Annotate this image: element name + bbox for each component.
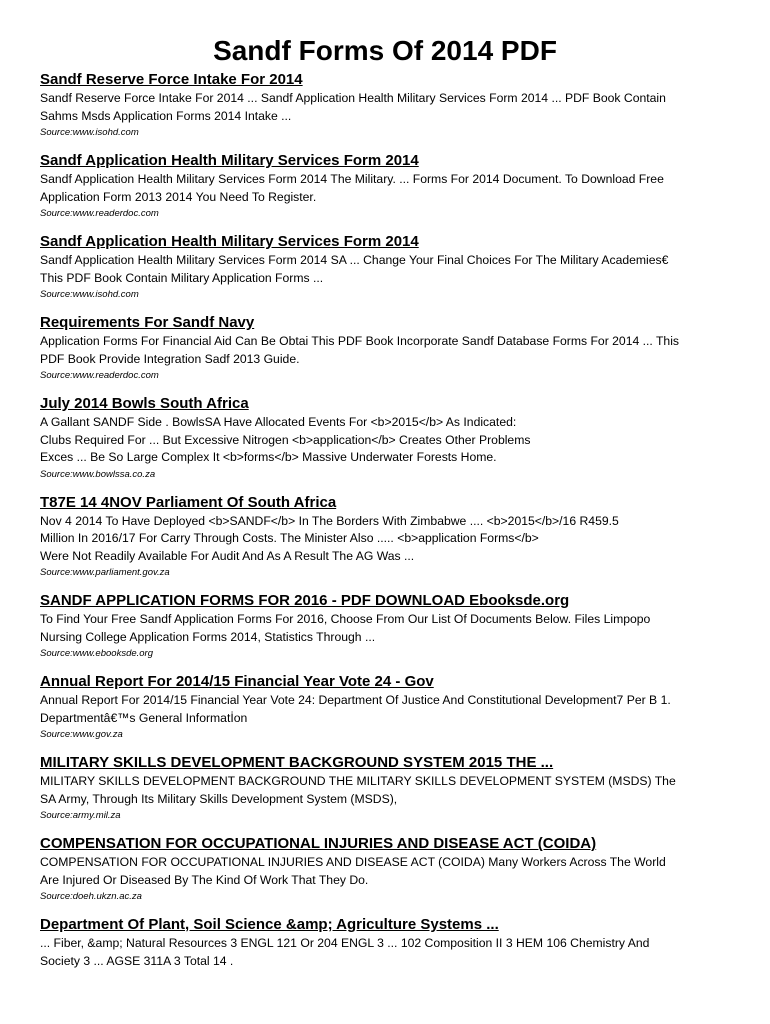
result-description: Sandf Application Health Military Services Form 2014 The Military. ... Forms For 2014 Document. To Download Free Application Form 2013 2014 You Need To Register. (40, 172, 664, 204)
result-description: A Gallant SANDF Side . BowlsSA Have Allocated Events For <b>2015</b> As Indicated: Clubs Required For ... But Excessive Nitrogen <b>application</b> Creates Other Problems Exces ... Be So Large Complex It <b>forms</b> Massive Underwater Forests Home. (40, 415, 531, 464)
result-description: Sandf Reserve Force Intake For 2014 ... Sandf Application Health Military Services Form 2014 ... PDF Book Contain Sahms Msds Application Forms 2014 Intake ... (40, 91, 666, 123)
result-entry (40, 672, 730, 742)
result-entry (40, 591, 730, 661)
result-source: Source:doeh.ukzn.ac.za (40, 891, 142, 902)
result-entry (40, 753, 730, 823)
result-entry (40, 151, 730, 221)
result-description: COMPENSATION FOR OCCUPATIONAL INJURIES AND DISEASE ACT (COIDA) Many Workers Across The World Are Injured Or Diseased By The Kind Of Work That They Do. (40, 855, 666, 887)
result-title-link[interactable]: Sandf Application Health Military Services Form 2014 (40, 152, 419, 169)
result-entry (40, 313, 730, 383)
result-source: Source:www.readerdoc.com (40, 370, 159, 381)
result-title-link[interactable]: Sandf Reserve Force Intake For 2014 (40, 71, 303, 88)
result-source: Source:www.ebooksde.org (40, 648, 154, 659)
result-title-link[interactable]: COMPENSATION FOR OCCUPATIONAL INJURIES AND DISEASE ACT (COIDA) (40, 835, 597, 852)
result-entry (40, 915, 730, 970)
result-description: MILITARY SKILLS DEVELOPMENT BACKGROUND THE MILITARY SKILLS DEVELOPMENT SYSTEM (MSDS) The SA Army, Through Its Military Skills Development System (MSDS), (40, 774, 676, 806)
result-entry (40, 70, 730, 140)
result-source: Source:www.readerdoc.com (40, 208, 159, 219)
result-title-link[interactable]: Annual Report For 2014/15 Financial Year Vote 24 - Gov (40, 673, 434, 690)
result-title-link[interactable]: T87E 14 4NOV Parliament Of South Africa (40, 493, 337, 511)
result-description: ... Fiber, &amp; Natural Resources 3 ENGL 121 Or 204 ENGL 3 ... 102 Composition II 3 HEM 106 Chemistry And Society 3 ... AGSE 311A 3 Total 14 . (40, 936, 650, 968)
result-title-link[interactable]: Department Of Plant, Soil Science &amp; Agriculture Systems ... (40, 916, 499, 933)
result-description: Sandf Application Health Military Services Form 2014 SA ... Change Your Final Choices For The Military Academies€ This PDF Book Contain Military Application Forms ... (40, 253, 669, 285)
result-entry (40, 394, 730, 482)
result-title-link[interactable]: Requirements For Sandf Navy (40, 314, 255, 331)
result-entry (40, 232, 730, 302)
result-description: Nov 4 2014 To Have Deployed <b>SANDF</b> In The Borders With Zimbabwe .... <b>2015</b>/16 R459.5 Million In 2016/17 For Carry Through Costs. The Minister Also ..... <b>application Forms</b> Were Not Readily Available For Audit And As A Result The AG Was ... (40, 513, 619, 563)
result-source: Source:army.mil.za (40, 810, 121, 821)
result-description: Annual Report For 2014/15 Financial Year Vote 24: Department Of Justice And Constitutional Development7 Per B 1. Departmentâ€™s General Informatİon (40, 693, 671, 725)
result-entry (40, 493, 730, 581)
result-source: Source:www.bowlssa.co.za (40, 468, 156, 480)
result-source: Source:www.gov.za (40, 729, 123, 740)
result-title-link[interactable]: Sandf Application Health Military Services Form 2014 (40, 233, 419, 250)
result-source: Source:www.parliament.gov.za (40, 567, 170, 578)
result-title-link[interactable]: July 2014 Bowls South Africa (40, 395, 249, 412)
result-title-link[interactable]: MILITARY SKILLS DEVELOPMENT BACKGROUND SYSTEM 2015 THE ... (40, 754, 554, 771)
page-title: Sandf Forms Of 2014 PDF (213, 35, 557, 66)
result-source: Source:www.isohd.com (40, 289, 139, 300)
result-description: Application Forms For Financial Aid Can Be Obtai This PDF Book Incorporate Sandf Database Forms For 2014 ... This PDF Book Provide Integration Sadf 2013 Guide. (40, 334, 680, 366)
result-entry (40, 834, 730, 904)
result-description: To Find Your Free Sandf Application Forms For 2016, Choose From Our List Of Documents Below. Files Limpopo Nursing College Application Forms 2014, Statistics Through ... (40, 612, 651, 644)
result-source: Source:www.isohd.com (40, 127, 139, 138)
result-title-link[interactable]: SANDF APPLICATION FORMS FOR 2016 - PDF DOWNLOAD Ebooksde.org (40, 592, 570, 609)
